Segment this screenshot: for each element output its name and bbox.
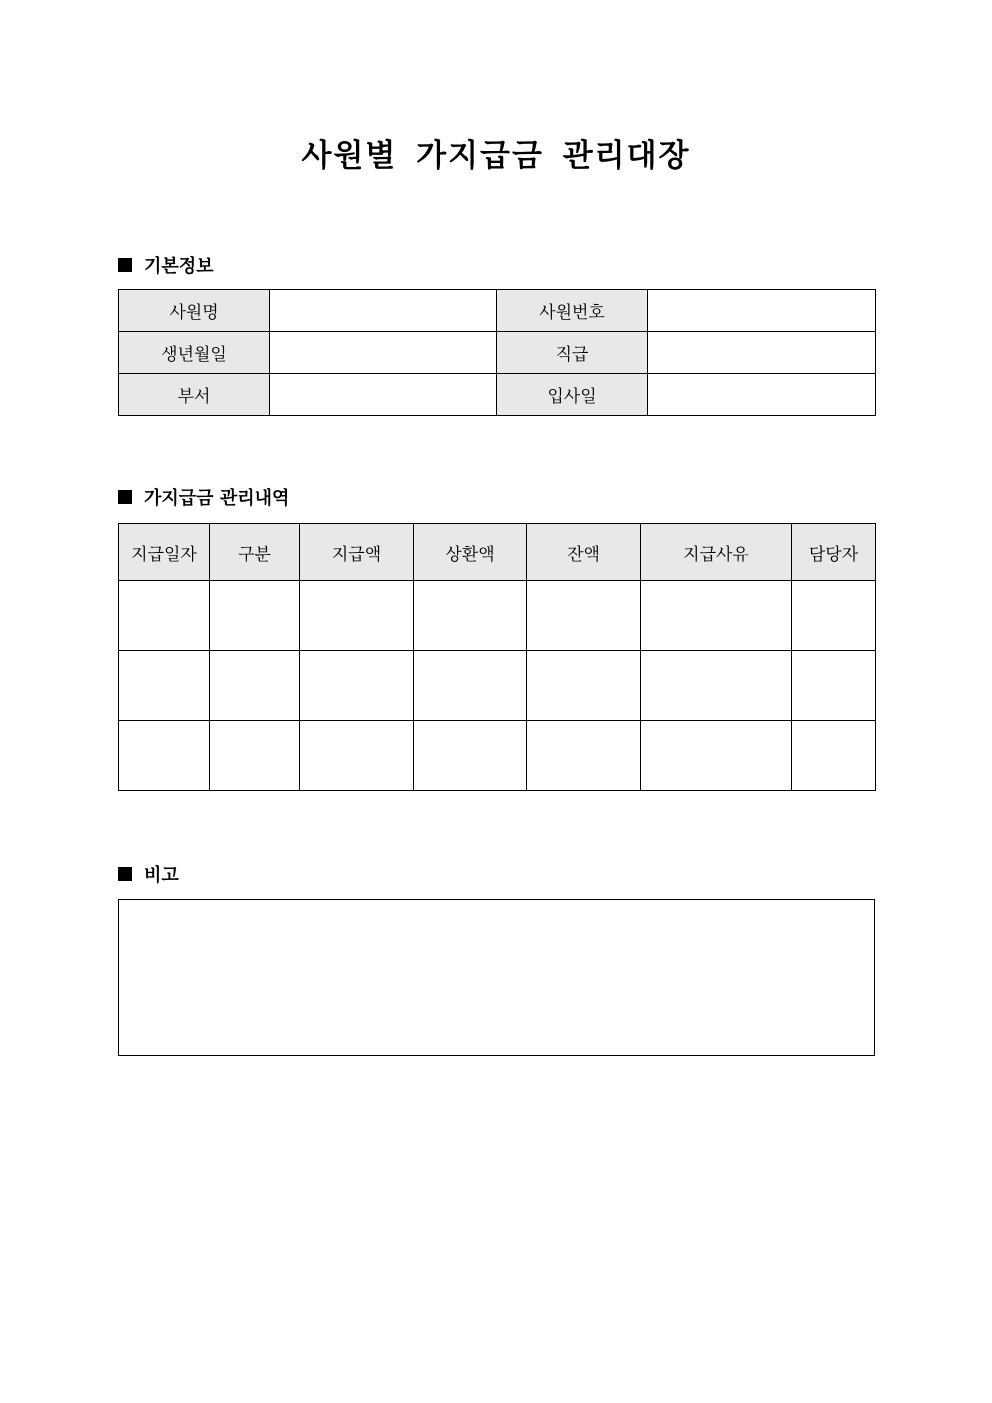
column-header-payment-reason: 지급사유 bbox=[641, 524, 792, 581]
birth-date-field[interactable] bbox=[270, 332, 497, 374]
remarks-box[interactable] bbox=[118, 899, 875, 1056]
table-cell[interactable] bbox=[300, 721, 414, 791]
table-cell[interactable] bbox=[792, 651, 876, 721]
table-row bbox=[119, 332, 876, 374]
table-row bbox=[119, 581, 876, 651]
table-cell[interactable] bbox=[414, 651, 527, 721]
table-cell[interactable] bbox=[119, 721, 210, 791]
ledger-heading bbox=[118, 485, 289, 509]
table-cell[interactable] bbox=[300, 581, 414, 651]
table-cell[interactable] bbox=[527, 581, 641, 651]
page-title: 사원별 가지급금 관리대장 bbox=[301, 138, 691, 174]
table-header-row bbox=[119, 524, 876, 581]
table-row bbox=[119, 290, 876, 332]
remarks-heading bbox=[118, 862, 179, 886]
column-header-payment-date: 지급일자 bbox=[119, 524, 210, 581]
table-cell[interactable] bbox=[300, 651, 414, 721]
table-row bbox=[119, 721, 876, 791]
table-cell[interactable] bbox=[641, 721, 792, 791]
basic-info-heading bbox=[118, 253, 214, 277]
square-bullet-icon bbox=[118, 258, 132, 272]
table-cell[interactable] bbox=[210, 581, 300, 651]
table-cell[interactable] bbox=[210, 721, 300, 791]
basic-info-table bbox=[118, 289, 876, 416]
ledger-heading-label: 가지급금 관리내역 bbox=[144, 488, 290, 509]
table-cell[interactable] bbox=[641, 581, 792, 651]
employee-name-label: 사원명 bbox=[119, 290, 270, 332]
column-header-balance: 잔액 bbox=[527, 524, 641, 581]
employee-number-label: 사원번호 bbox=[497, 290, 648, 332]
table-cell[interactable] bbox=[792, 721, 876, 791]
department-field[interactable] bbox=[270, 374, 497, 416]
square-bullet-icon bbox=[118, 867, 132, 881]
remarks-heading-label: 비고 bbox=[144, 865, 179, 886]
table-cell[interactable] bbox=[119, 651, 210, 721]
table-cell[interactable] bbox=[792, 581, 876, 651]
hire-date-field[interactable] bbox=[648, 374, 876, 416]
ledger-table bbox=[118, 523, 876, 791]
column-header-paid-amount: 지급액 bbox=[300, 524, 414, 581]
table-cell[interactable] bbox=[527, 651, 641, 721]
table-cell[interactable] bbox=[527, 721, 641, 791]
position-field[interactable] bbox=[648, 332, 876, 374]
table-cell[interactable] bbox=[119, 581, 210, 651]
department-label: 부서 bbox=[119, 374, 270, 416]
square-bullet-icon bbox=[118, 490, 132, 504]
position-label: 직급 bbox=[497, 332, 648, 374]
hire-date-label: 입사일 bbox=[497, 374, 648, 416]
column-header-manager: 담당자 bbox=[792, 524, 876, 581]
table-cell[interactable] bbox=[210, 651, 300, 721]
employee-number-field[interactable] bbox=[648, 290, 876, 332]
table-cell[interactable] bbox=[414, 581, 527, 651]
column-header-category: 구분 bbox=[210, 524, 300, 581]
employee-name-field[interactable] bbox=[270, 290, 497, 332]
birth-date-label: 생년월일 bbox=[119, 332, 270, 374]
table-cell[interactable] bbox=[414, 721, 527, 791]
table-cell[interactable] bbox=[641, 651, 792, 721]
column-header-repaid-amount: 상환액 bbox=[414, 524, 527, 581]
table-row bbox=[119, 374, 876, 416]
basic-info-heading-label: 기본정보 bbox=[144, 256, 214, 277]
table-row bbox=[119, 651, 876, 721]
